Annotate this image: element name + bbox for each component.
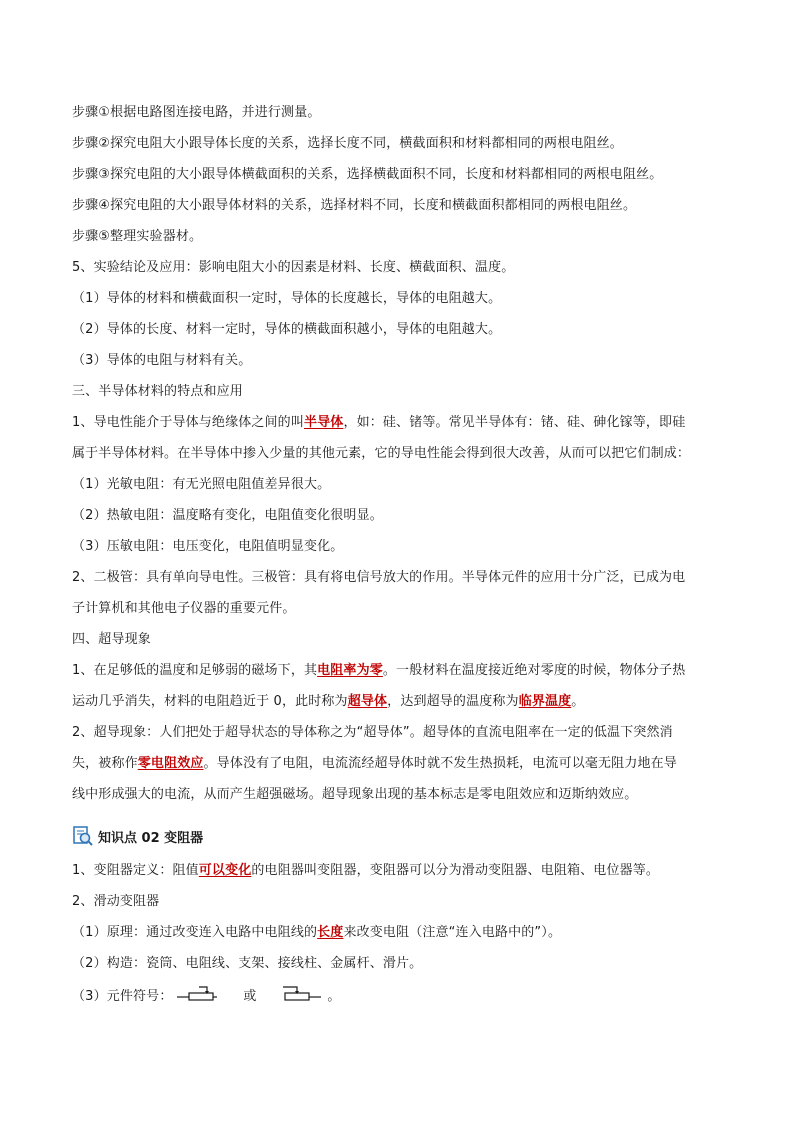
key-term: 半导体 <box>303 415 344 430</box>
text-line-step5 <box>72 227 732 247</box>
text-segment: 步骤⑤整理实验器材。 <box>72 229 203 244</box>
text-line-semi1a <box>72 413 732 433</box>
text-line-sec4 <box>72 630 732 650</box>
text-line-sc2c <box>72 785 732 805</box>
text-line-step2 <box>72 134 732 154</box>
text-line-sc2b <box>72 754 732 774</box>
text-segment: 5、实验结论及应用：影响电阻大小的因素是材料、长度、横截面积、温度。 <box>72 260 515 275</box>
component-symbol-line <box>72 985 732 1008</box>
text-line-c2 <box>72 320 732 340</box>
text-line-semi-b <box>72 506 732 526</box>
key-term: 可以变化 <box>198 863 252 878</box>
text-line-c1 <box>72 289 732 309</box>
text-segment: ，如：硅、锗等。常见半导体有：锗、硅、砷化镓等，即硅 <box>343 415 686 430</box>
text-segment: 1、变阻器定义：阻值 <box>72 863 199 878</box>
magnifier-document-icon <box>72 825 94 847</box>
text-line-sc2a <box>72 723 732 743</box>
text-line-conclusion <box>72 258 732 278</box>
text-line-sc1b <box>72 692 732 712</box>
text-line-sec3 <box>72 382 732 402</box>
text-segment: 线中形成强大的电流，从而产生超强磁场。超导现象出现的基本标志是零电阻效应和迈斯纳效应。 <box>72 787 638 802</box>
text-line-rh1 <box>72 861 732 881</box>
text-segment: 属于半导体材料。在半导体中掺入少量的其他元素，它的导电性能会得到很大改善，从而可以把它们制成： <box>72 446 691 461</box>
text-line-step4 <box>72 196 732 216</box>
text-segment: 四、超导现象 <box>72 632 151 647</box>
text-segment: 的电阻器叫变阻器，变阻器可以分为滑动变阻器、电阻箱、电位器等。 <box>251 863 660 878</box>
text-segment: 来改变电阻（注意“连入电路中的”）。 <box>343 925 562 940</box>
text-segment: 。一般材料在温度接近绝对零度的时候，物体分子热 <box>382 663 686 678</box>
text-segment: ，达到超导的温度称为 <box>387 694 519 709</box>
key-term: 临界温度 <box>518 694 572 709</box>
text-segment: 2、滑动变阻器 <box>72 894 160 909</box>
text-line-rh2b <box>72 954 732 974</box>
text-segment: 步骤①根据电路图连接电路，并进行测量。 <box>72 105 321 120</box>
key-term: 超导体 <box>347 694 388 709</box>
text-line-step1 <box>72 103 732 123</box>
text-segment: （2）构造：瓷筒、电阻线、支架、接线柱、金属杆、滑片。 <box>72 956 423 971</box>
text-line-semi2a <box>72 568 732 588</box>
knowledge-point-title: 知识点 02 变阻器 <box>98 830 204 846</box>
text-segment: 子计算机和其他电子仪器的重要元件。 <box>72 601 296 616</box>
key-term: 电阻率为零 <box>317 663 383 678</box>
symbol-or: 或 <box>243 989 257 1004</box>
text-segment: 1、在足够低的温度和足够弱的磁场下，其 <box>72 663 318 678</box>
text-line-step3 <box>72 165 732 185</box>
text-line-rh2a <box>72 923 732 943</box>
knowledge-point-header <box>72 823 372 849</box>
text-segment: 步骤②探究电阻大小跟导体长度的关系，选择长度不同，横截面积和材料都相同的两根电阻丝。 <box>72 136 623 151</box>
text-segment: （1）原理：通过改变连入电路中电阻线的 <box>72 925 318 940</box>
text-segment: 三、半导体材料的特点和应用 <box>72 384 243 399</box>
text-segment: （2）热敏电阻：温度略有变化，电阻值变化很明显。 <box>72 508 383 523</box>
text-line-rh2 <box>72 892 732 912</box>
symbol-prefix: （3）元件符号： <box>72 989 173 1004</box>
text-segment: 。导体没有了电阻，电流流经超导体时就不发生热损耗，电流可以毫无阻力地在导 <box>203 756 677 771</box>
text-segment: （3）压敏电阻：电压变化，电阻值明显变化。 <box>72 539 344 554</box>
text-segment: 2、二极管：具有单向导电性。三极管：具有将电信号放大的作用。半导体元件的应用十分广泛，已成为电 <box>72 570 686 585</box>
text-segment: 。 <box>571 694 585 709</box>
symbol-suffix: 。 <box>327 989 341 1004</box>
text-line-c3 <box>72 351 732 371</box>
text-line-semi1b <box>72 444 732 464</box>
text-line-sc1a <box>72 661 732 681</box>
text-segment: 失，被称作 <box>72 756 138 771</box>
rheostat-symbol-right-icon <box>279 985 323 1008</box>
text-segment: 2、超导现象：人们把处于超导状态的导体称之为“超导体”。超导体的直流电阻率在一定的低温下突然消 <box>72 725 673 740</box>
text-segment: 1、导电性能介于导体与绝缘体之间的叫 <box>72 415 304 430</box>
key-term: 零电阻效应 <box>137 756 204 771</box>
text-segment: （1）光敏电阻：有无光照电阻值差异很大。 <box>72 477 331 492</box>
text-segment: （3）导体的电阻与材料有关。 <box>72 353 252 368</box>
text-segment: （1）导体的材料和横截面积一定时，导体的长度越长，导体的电阻越大。 <box>72 291 502 306</box>
text-segment: （2）导体的长度、材料一定时，导体的横截面积越小，导体的电阻越大。 <box>72 322 502 337</box>
key-term: 长度 <box>317 925 344 940</box>
rheostat-symbol-left-icon <box>177 985 221 1008</box>
text-line-semi2b <box>72 599 732 619</box>
text-segment: 步骤④探究电阻的大小跟导体材料的关系，选择材料不同，长度和横截面积都相同的两根电阻丝。 <box>72 198 637 213</box>
text-segment: 运动几乎消失，材料的电阻趋近于 0，此时称为 <box>72 694 348 709</box>
text-segment: 步骤③探究电阻的大小跟导体横截面积的关系，选择横截面积不同，长度和材料都相同的两根电阻丝。 <box>72 167 663 182</box>
text-line-semi-c <box>72 537 732 557</box>
text-line-semi-a <box>72 475 732 495</box>
